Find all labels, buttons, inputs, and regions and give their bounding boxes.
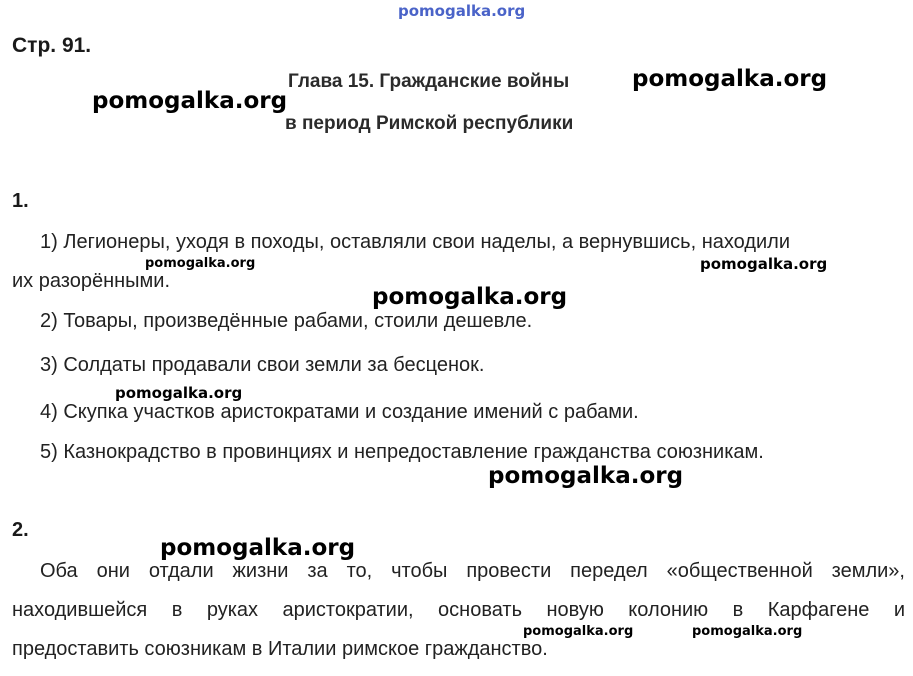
task2-number: 2. xyxy=(12,519,29,541)
task1-item5: 5) Казнокрадство в провинциях и непредоставление гражданства союзникам. xyxy=(40,441,764,463)
task2-line2: находившейся в руках аристократии, основать новую колонию в Карфагене и xyxy=(12,599,905,621)
page-label: Стр. 91. xyxy=(12,34,92,57)
task1-item1-line2: их разорёнными. xyxy=(12,270,171,292)
chapter-title-line1: Глава 15. Гражданские войны xyxy=(288,71,570,92)
task1-number: 1. xyxy=(12,190,29,212)
watermark: pomogalka.org xyxy=(488,463,684,489)
watermark: pomogalka.org xyxy=(700,255,828,273)
task1-item3: 3) Солдаты продавали свои земли за бесценок. xyxy=(40,354,485,376)
watermark: pomogalka.org xyxy=(115,384,243,402)
watermark: pomogalka.org xyxy=(160,535,356,561)
watermark: pomogalka.org xyxy=(372,284,568,310)
watermark-top: pomogalka.org xyxy=(398,2,526,20)
watermark: pomogalka.org xyxy=(92,88,288,114)
task1-item1-line1: 1) Легионеры, уходя в походы, оставляли свои наделы, а вернувшись, находили xyxy=(40,231,791,253)
task2-line3: предоставить союзникам в Италии римское гражданство. xyxy=(12,638,548,660)
task1-item2: 2) Товары, произведённые рабами, стоили дешевле. xyxy=(40,310,533,332)
task2-line1: Оба они отдали жизни за то, чтобы провести передел «общественной земли», xyxy=(40,560,905,582)
watermark: pomogalka.org xyxy=(145,256,256,271)
task1-item4: 4) Скупка участков аристократами и создание имений с рабами. xyxy=(40,401,639,423)
watermark: pomogalka.org xyxy=(692,624,803,639)
chapter-title-line2: в период Римской республики xyxy=(285,113,574,134)
watermark: pomogalka.org xyxy=(523,624,634,639)
watermark: pomogalka.org xyxy=(632,66,828,92)
